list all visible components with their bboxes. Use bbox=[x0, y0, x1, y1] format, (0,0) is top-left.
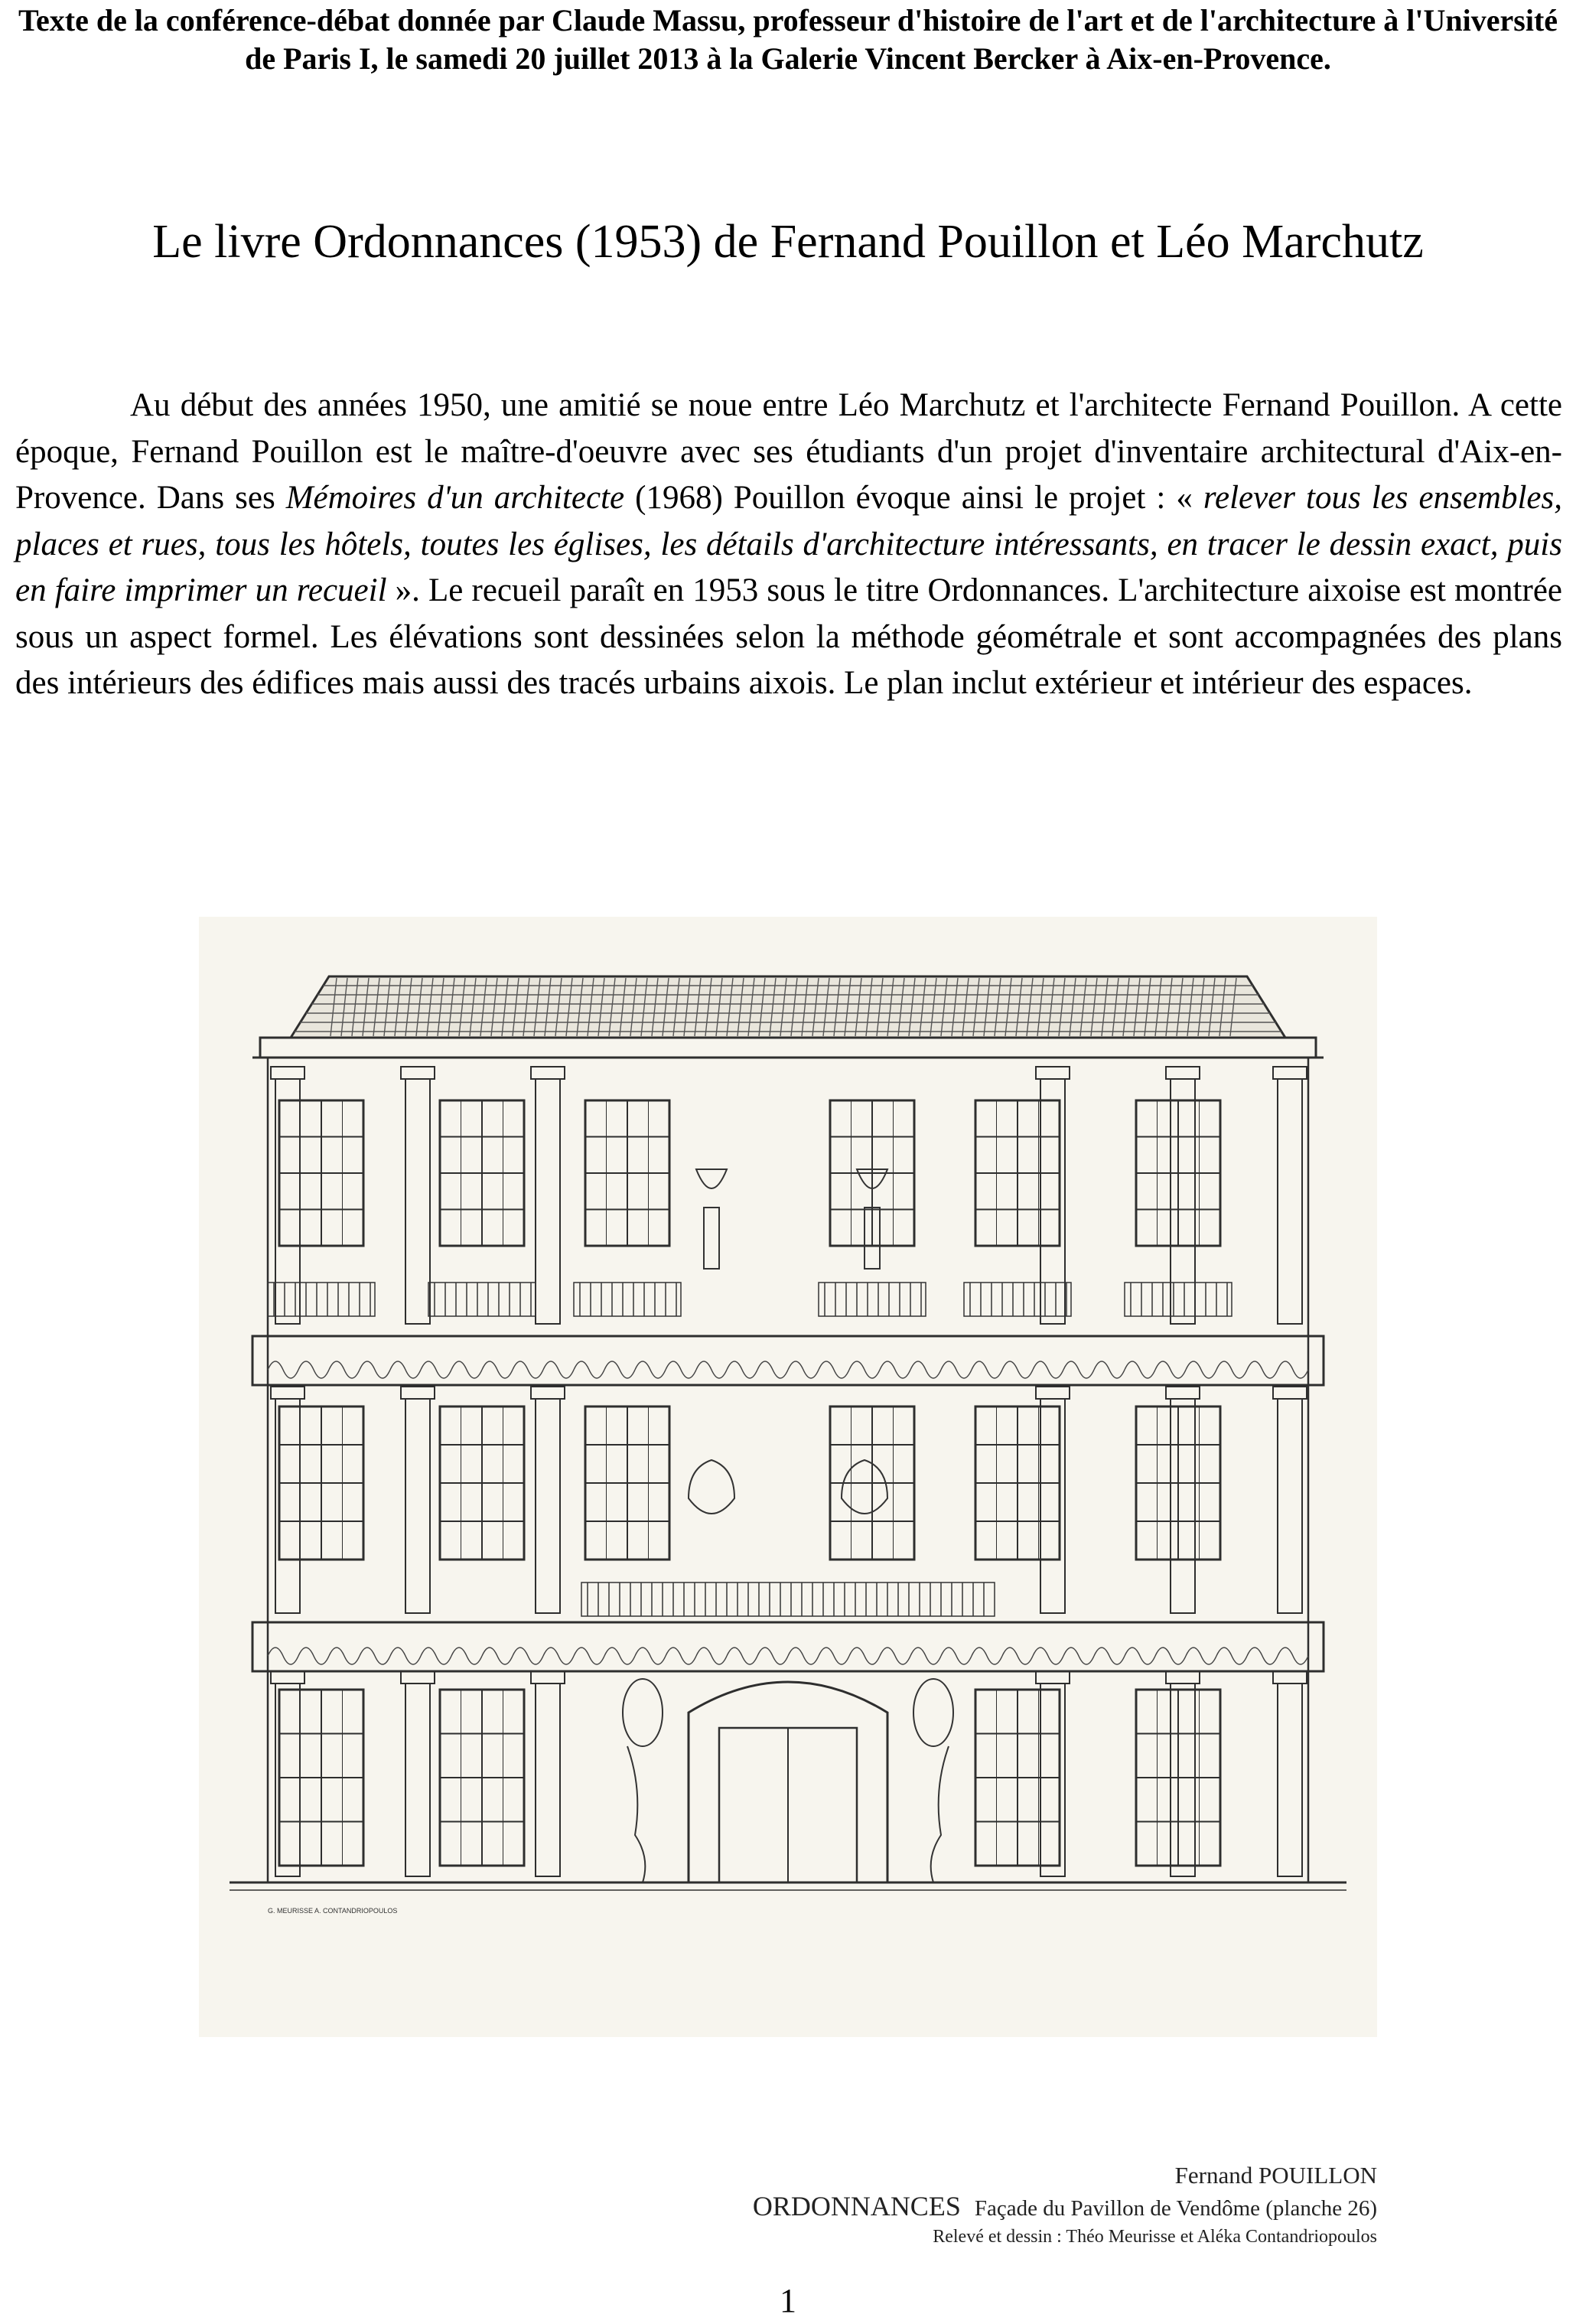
credit-survey: Relevé et dessin : Théo Meurisse et Aléka Contandriopoulos bbox=[933, 2227, 1377, 2247]
body-paragraph bbox=[15, 383, 1562, 707]
pouillon-quote: relever tous les ensembles, places et rues, tous les hôtels, toutes les églises, les détails d'architecture intéressants, en tracer le dessin exact, puis en faire imprimer un recueil bbox=[15, 480, 1562, 608]
credit-plate-title: Façade du Pavillon de Vendôme (planche 26) bbox=[974, 2196, 1377, 2221]
central-portal bbox=[689, 1682, 887, 1882]
credit-book-line bbox=[689, 2190, 1377, 2225]
credit-author: Fernand POUILLON bbox=[1174, 2162, 1377, 2189]
book-title: Mémoires d'un architecte bbox=[285, 480, 625, 516]
paragraph-text-1: Au début des années 1950, une amitié se noue entre Léo Marchutz et l'architecte Fernand Pouillon. A cette époque, Fernand Pouillon est le maître-d'oeuvre avec ses étudiants d'un projet d'inventaire architectural d'Aix-en-Provence. Dans ses bbox=[15, 387, 1562, 516]
plate-credits bbox=[689, 2161, 1377, 2249]
paragraph-text-3: ». Le recueil paraît en 1953 sous le titre Ordonnances. L'architecture aixoise est montrée sous un aspect formel. Les élévations sont dessinées selon la méthode géométrale et sont accompagnées des plans des intérieurs des édifices mais aussi des tracés urbains aixois. Le plan inclut extérieur et intérieur des espaces. bbox=[15, 572, 1562, 701]
document-header: Texte de la conférence-débat donnée par Claude Massu, professeur d'histoire de l'art et de l'architecture à l'Université de Paris I, le samedi 20 juillet 2013 à la Galerie Vincent Bercker à Aix-en-Provence. bbox=[18, 3, 1558, 76]
cornice bbox=[260, 1038, 1316, 1058]
page-number: 1 bbox=[780, 2282, 796, 2319]
urns bbox=[689, 1169, 887, 1514]
credit-book: ORDONNANCES bbox=[752, 2191, 961, 2221]
facade-drawing bbox=[199, 917, 1377, 2037]
paragraph-text-2: (1968) Pouillon évoque ainsi le projet : « bbox=[624, 480, 1203, 516]
document-title: Le livre Ordonnances (1953) de Fernand Pouillon et Léo Marchutz bbox=[152, 216, 1424, 268]
engraver-note: G. MEURISSE A. CONTANDRIOPOULOS bbox=[268, 1907, 398, 1915]
